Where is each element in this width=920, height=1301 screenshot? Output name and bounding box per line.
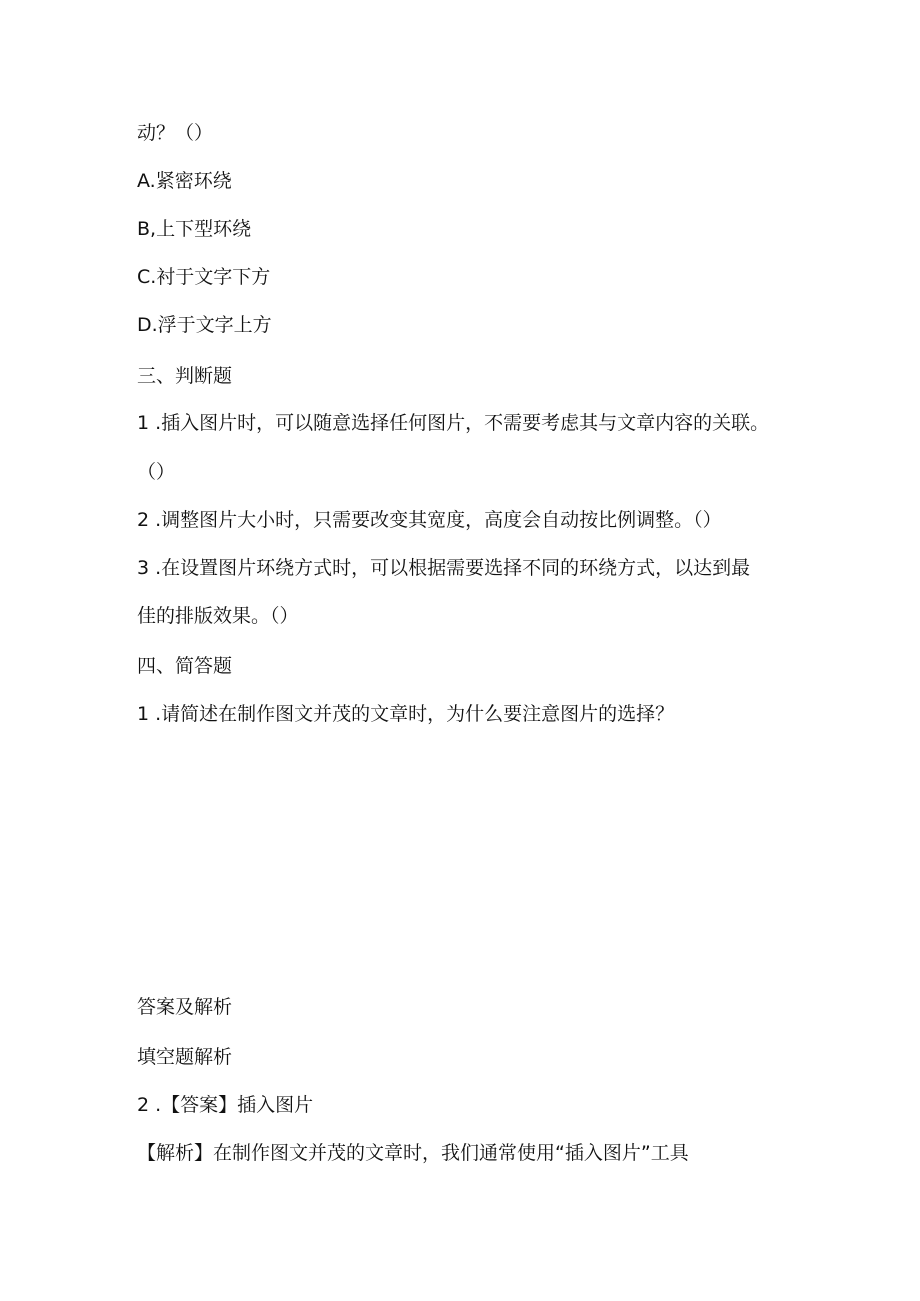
- question-continuation: 动？（）: [137, 122, 214, 144]
- true-false-question-3: 3 .在设置图片环绕方式时，可以根据需要选择不同的环绕方式，以达到最: [137, 557, 751, 579]
- true-false-question-2: 2 .调整图片大小时，只需要改变其宽度，高度会自动按比例调整。（）: [137, 509, 722, 531]
- true-false-question-1: 1 .插入图片时，可以随意选择任何图片，不需要考虑其与文章内容的关联。: [137, 412, 770, 434]
- option-c: C.衬于文字下方: [137, 266, 271, 288]
- true-false-question-1-blank: （）: [137, 461, 176, 483]
- true-false-question-3-continuation: 佳的排版效果。（）: [137, 605, 299, 627]
- explanation-item-2: 【解析】在制作图文并茂的文章时，我们通常使用“插入图片”工具: [137, 1142, 689, 1164]
- fill-in-blank-explanation-heading: 填空题解析: [137, 1046, 233, 1068]
- section-heading-short-answer: 四、简答题: [137, 655, 233, 677]
- short-answer-question-1: 1 .请简述在制作图文并茂的文章时，为什么要注意图片的选择？: [137, 703, 675, 725]
- option-d: D.浮于文字上方: [137, 314, 272, 336]
- answers-heading: 答案及解析: [137, 996, 233, 1018]
- option-a: A.紧密环绕: [137, 170, 232, 192]
- answer-item-2: 2 .【答案】插入图片: [137, 1094, 314, 1116]
- section-heading-true-false: 三、判断题: [137, 365, 233, 387]
- option-b: B,上下型环绕: [137, 218, 252, 240]
